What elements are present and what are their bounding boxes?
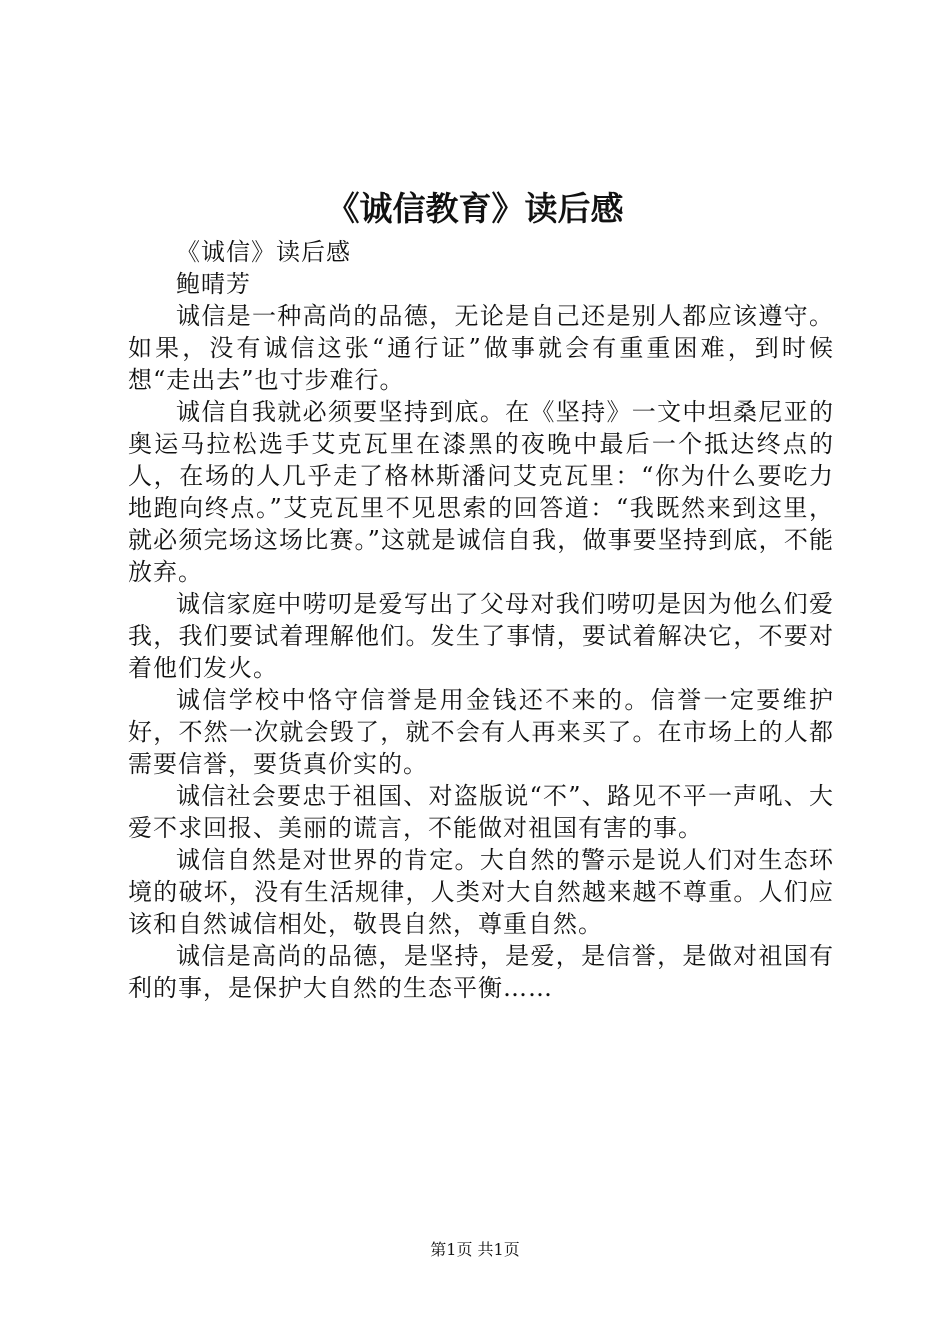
document-title: 《诚信教育》读后感	[326, 189, 624, 228]
paragraph-2: 诚信自我就必须要坚持到底。在《坚持》一文中坦桑尼亚的奥运马拉松选手艾克瓦里在漆黑的夜晚中最后一个抵达终点的人，在场的人几乎走了格林斯潘问艾克瓦里：“你为什么要吃力地跑向终点。”艾克瓦里不见思索的回答道：“我既然来到这里，就必须完场这场比赛。”这就是诚信自我，做事要坚持到底，不能放弃。	[128, 398, 834, 586]
document-author: 鲍晴芳	[176, 270, 251, 298]
document-body	[128, 236, 834, 1004]
paragraph-7: 诚信是高尚的品德，是坚持，是爱，是信誉，是做对祖国有利的事，是保护大自然的生态平衡……	[128, 942, 834, 1002]
paragraph-3: 诚信家庭中唠叨是爱写出了父母对我们唠叨是因为他么们爱我，我们要试着理解他们。发生了事情，要试着解决它，不要对着他们发火。	[128, 590, 834, 682]
page-footer: 第1页 共1页	[430, 1240, 520, 1259]
paragraph-5: 诚信社会要忠于祖国、对盗版说“不”、路见不平一声吼、大爱不求回报、美丽的谎言，不能做对祖国有害的事。	[128, 782, 834, 842]
paragraph-1: 诚信是一种高尚的品德，无论是自己还是别人都应该遵守。如果，没有诚信这张“通行证”做事就会有重重困难，到时候想“走出去”也寸步难行。	[128, 302, 834, 394]
document-subtitle: 《诚信》读后感	[176, 238, 351, 266]
paragraph-4: 诚信学校中恪守信誉是用金钱还不来的。信誉一定要维护好，不然一次就会毁了，就不会有人再来买了。在市场上的人都需要信誉，要货真价实的。	[128, 686, 834, 778]
paragraph-6: 诚信自然是对世界的肯定。大自然的警示是说人们对生态环境的破坏，没有生活规律，人类对大自然越来越不尊重。人们应该和自然诚信相处，敬畏自然，尊重自然。	[128, 846, 834, 938]
